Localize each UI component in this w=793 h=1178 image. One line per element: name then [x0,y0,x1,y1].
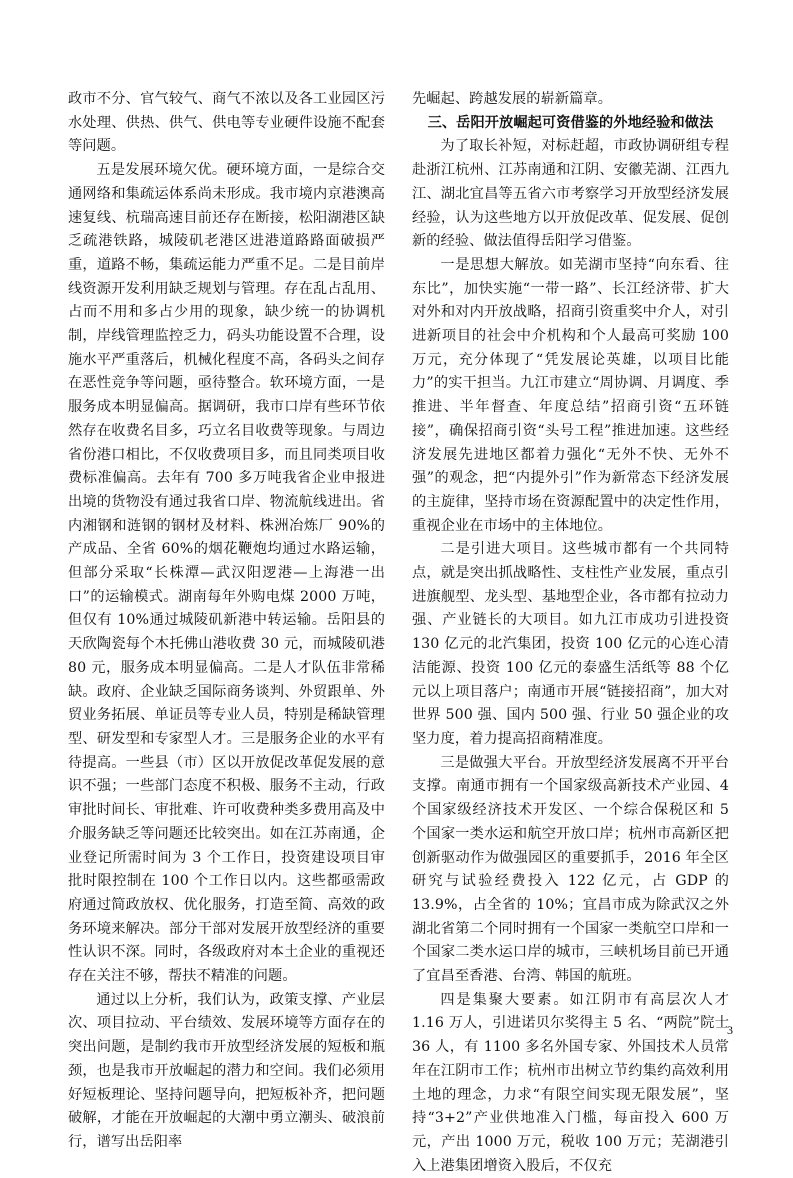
paragraph: 通过以上分析，我们认为，政策支撑、产业层次、项目拉动、平台绩效、发展环境等方面存在的突出问题，是制约我市开放型经济发展的短板和瓶颈，也是我市开放崛起的潜力和空间。我们必须用好短板理论、坚持问题导向，把短板补齐，把问题破解，才能在开放崛起的大潮中勇立潮头、破浪前行，谱写出岳阳率 [68,991,385,1150]
paragraph: 五是发展环境欠优。硬环境方面，一是综合交通网络和集疏运体系尚未形成。我市境内京港澳高速复线、杭瑞高速目前还存在断接，松阳湖港区缺乏疏港铁路，城陵矶老港区进港道路路面破损严重，道路不畅，集疏运能力严重不足。二是目前岸线资源开发利用缺乏规划与管理。存在乱占乱用、占而不用和多占少用的现象，缺少统一的协调机制，岸线管理监控乏力，码头功能设置不合理，设施水平严重落后，机械化程度不高，各码头之间存在恶性竞争等问题，亟待整合。软环境方面，一是服务成本明显偏高。据调研，我市口岸有些环节依然存在收费名目多，巧立名目收费等现象。与周边省份港口相比，不仅收费项目多，而且同类项目收费标准偏高。去年有 700 多万吨我省企业申报进出境的货物没有通过我省口岸、物流航线进出。省内湘钢和涟钢的钢材及材料、株洲冶炼厂 90%的产成品、全省 60%的烟花鞭炮均通过水路运输，但部分采取“长株潭—武汉阳逻港—上海港一出口”的运输模式。湖南每年外购电煤 2000 万吨，但仅有 10%通过城陵矶新港中转运输。岳阳县的天欣陶瓷每个木托佛山港收费 30 元，而城陵矶港 80 元，服务成本明显偏高。二是人才队伍非常稀缺。政府、企业缺乏国际商务谈判、外贸跟单、外贸业务拓展、单证员等专业人员，特别是稀缺管理型、研发型和专家型人才。三是服务企业的水平有待提高。一些县（市）区以开放促改革促发展的意识不强；一些部门态度不积极、服务不主动，行政审批时间长、审批难、许可收费种类多费用高及中介服务缺乏等问题还比较突出。如在江苏南通，企业登记所需时间为 3 个工作日，投资建设项目审批时限控制在 100 个工作日以内。这些都亟需政府通过简政放权、优化服务，打造至简、高效的政务环境来解决。部分干部对发展开放型经济的重要性认识不深。同时，各级政府对本土企业的重视还存在关注不够，帮扶不精准的问题。 [68,162,385,985]
paragraph: 四是集聚大要素。如江阴市有高层次人才 1.16 万人，引进诺贝尔奖得主 5 名、“两院”院士 36 人，有 1100 多名外国专家、外国技术人员常年在江阴市工作；杭州市出树立节约集约高效利用土地的理念，力求“有限空间实现无限发展”，坚持“3+2”产业供地准入门槛，每亩投入 600 万元，产出 1000 万元，税收 100 万元；芜湖港引入上港集团增资入股后，不仅充 [412,991,729,1174]
paragraph: 政市不分、官气较气、商气不浓以及各工业园区污水处理、供热、供气、供电等专业硬件设施不配套等问题。 [68,91,385,155]
left-column [68,88,385,1155]
paragraph: 三是做强大平台。开放型经济发展离不开平台支撑。南通市拥有一个国家级高新技术产业园、4 个国家级经济技术开发区、一个综合保税区和 5 个国家一类水运和航空开放口岸；杭州市高新区把创新驱动作为做强园区的重要抓手，2016 年全区研究与试验经费投入 122 亿元，占 GDP 的 13.9%，占全省的 10%；宜昌市成为除武汉之外湖北省第二个同时拥有一个国家一类航空口岸和一个国家二类水运口岸的城市，三峡机场目前已开通了宜昌至香港、台湾、韩国的航班。 [412,754,729,985]
paragraph: 二是引进大项目。这些城市都有一个共同特点，就是突出抓战略性、支柱性产业发展，重点引进旗舰型、龙头型、基地型企业，各市都有拉动力强、产业链长的大项目。如九江市成功引进投资 130 亿元的北汽集团，投资 100 亿元的心连心清洁能源、投资 100 亿元的泰盛生活纸等 88 个亿元以上项目落户；南通市开展“链接招商”，加大对世界 500 强、国内 500 强、行业 50 强企业的攻坚力度，着力提高招商精准度。 [412,541,729,747]
paragraph: 为了取长补短，对标赶超，市政协调研组专程赴浙江杭州、江苏南通和江阴、安徽芜湖、江西九江、湖北宜昌等五省六市考察学习开放型经济发展经验，认为这些地方以开放促改革、促发展、促创新的经验、做法值得岳阳学习借鉴。 [412,138,729,250]
page-number: 3 [727,1023,733,1037]
right-column [412,88,729,1178]
paragraph: 一是思想大解放。如芜湖市坚持“向东看、往东比”，加快实施“一带一路”、长江经济带、扩大对外和对内开放战略，招商引资重奖中介人，对引进新项目的社会中介机构和个人最高可奖励 100 万元，充分体现了“凭发展论英雄，以项目比能力”的实干担当。九江市建立“周协调、月调度、季推进、半年督查、年度总结”招商引资“五环链接”，确保招商引资“头号工程”推进加速。这些经济发展先进地区都着力强化“无外不快、无外不强”的观念，把“内提外引”作为新常态下经济发展的主旋律，坚持市场在资源配置中的决定性作用，重视企业在市场中的主体地位。 [412,256,729,534]
section-heading: 三、岳阳开放崛起可资借鉴的外地经验和做法 [427,114,714,131]
paragraph: 先崛起、跨越发展的崭新篇章。 [412,91,613,107]
